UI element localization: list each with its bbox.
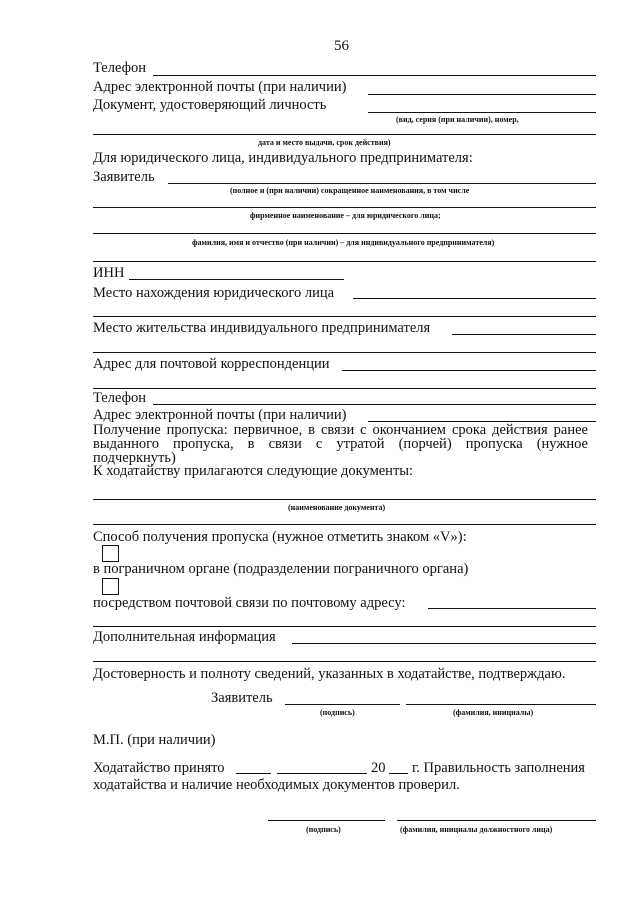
seal-label: М.П. (при наличии) [93, 732, 216, 748]
phone-field[interactable] [153, 75, 596, 76]
id-document-hint-2: дата и место выдачи, срок действия) [258, 138, 391, 147]
official-signature-field[interactable] [268, 820, 385, 821]
email2-label: Адрес электронной почты (при наличии) [93, 407, 347, 423]
option-border-label: в пограничном органе (подразделении пограничного органа) [93, 561, 469, 577]
applicant-field-3[interactable] [93, 233, 596, 234]
applicant-name-field[interactable] [406, 704, 596, 705]
phone2-label: Телефон [93, 390, 146, 406]
applicant-field-4[interactable] [93, 261, 596, 262]
accepted-year-field[interactable] [389, 773, 408, 774]
legal-entity-heading: Для юридического лица, индивидуального предпринимателя: [93, 150, 473, 166]
pass-reason-text: Получение пропуска: первичное, в связи с окончанием срока действия ранее выданного пропуска, в связи с утратой (порчей) пропуска (нужное подчеркнуть) [93, 422, 588, 466]
phone2-field[interactable] [153, 404, 596, 405]
entrepreneur-residence-field-2[interactable] [93, 352, 596, 353]
option-post-checkbox[interactable] [102, 578, 119, 595]
applicant-hint: (полное и (при наличии) сокращенное наименования, в том числе [230, 186, 470, 195]
id-document-hint: (вид, серия (при наличии), номер, [396, 115, 519, 124]
accepted-label: Ходатайство принято [93, 760, 225, 776]
additional-info-label: Дополнительная информация [93, 629, 276, 645]
postal-address-field-2[interactable] [93, 388, 596, 389]
applicant-hint-3: фамилия, имя и отчество (при наличии) – для индивидуального предпринимателя) [192, 238, 495, 247]
entrepreneur-residence-label: Место жительства индивидуального предпринимателя [93, 320, 431, 336]
entrepreneur-residence-field[interactable] [452, 334, 596, 335]
legal-location-label: Место нахождения юридического лица [93, 285, 335, 301]
attached-docs-label: К ходатайству прилагаются следующие документы: [93, 463, 414, 479]
year-prefix: 20 [371, 760, 386, 776]
accepted-rest: г. Правильность заполнения [412, 760, 585, 776]
applicant-sign-label: Заявитель [211, 690, 273, 706]
attached-docs-field-2[interactable] [93, 524, 596, 525]
id-document-field[interactable] [368, 112, 596, 113]
option-border-checkbox[interactable] [102, 545, 119, 562]
applicant-field[interactable] [168, 183, 596, 184]
attached-docs-field[interactable] [93, 499, 596, 500]
id-document-label: Документ, удостоверяющий личность [93, 97, 327, 113]
legal-location-field[interactable] [353, 298, 596, 299]
accepted-line2: ходатайства и наличие необходимых документов проверил. [93, 777, 460, 793]
option-post-address-field[interactable] [428, 608, 596, 609]
official-name-hint: (фамилия, инициалы должностного лица) [400, 825, 553, 834]
id-document-field-2[interactable] [93, 134, 596, 135]
name-hint: (фамилия, инициалы) [453, 708, 534, 717]
additional-info-field[interactable] [292, 643, 596, 644]
email-label: Адрес электронной почты (при наличии) [93, 79, 347, 95]
legal-location-field-2[interactable] [93, 316, 596, 317]
option-post-label: посредством почтовой связи по почтовому адресу: [93, 595, 406, 611]
email-field[interactable] [368, 94, 596, 95]
postal-address-label: Адрес для почтовой корреспонденции [93, 356, 330, 372]
official-name-field[interactable] [397, 820, 596, 821]
option-post-address-field-2[interactable] [93, 626, 596, 627]
official-signature-hint: (подпись) [306, 825, 341, 834]
method-label: Способ получения пропуска (нужное отметить знаком «V»): [93, 529, 467, 545]
signature-hint: (подпись) [320, 708, 355, 717]
applicant-hint-2: фирменное наименование – для юридического лица; [250, 211, 441, 220]
inn-label: ИНН [93, 265, 125, 281]
accepted-day-field[interactable] [236, 773, 271, 774]
postal-address-field[interactable] [342, 370, 596, 371]
confirm-text: Достоверность и полноту сведений, указанных в ходатайстве, подтверждаю. [93, 666, 566, 682]
inn-field[interactable] [129, 279, 344, 280]
additional-info-field-2[interactable] [93, 661, 596, 662]
accepted-month-field[interactable] [277, 773, 367, 774]
applicant-field-2[interactable] [93, 207, 596, 208]
doc-name-hint: (наименование документа) [288, 503, 386, 512]
phone-label: Телефон [93, 60, 146, 76]
applicant-signature-field[interactable] [285, 704, 400, 705]
applicant-label: Заявитель [93, 169, 155, 185]
page-number: 56 [334, 38, 349, 54]
